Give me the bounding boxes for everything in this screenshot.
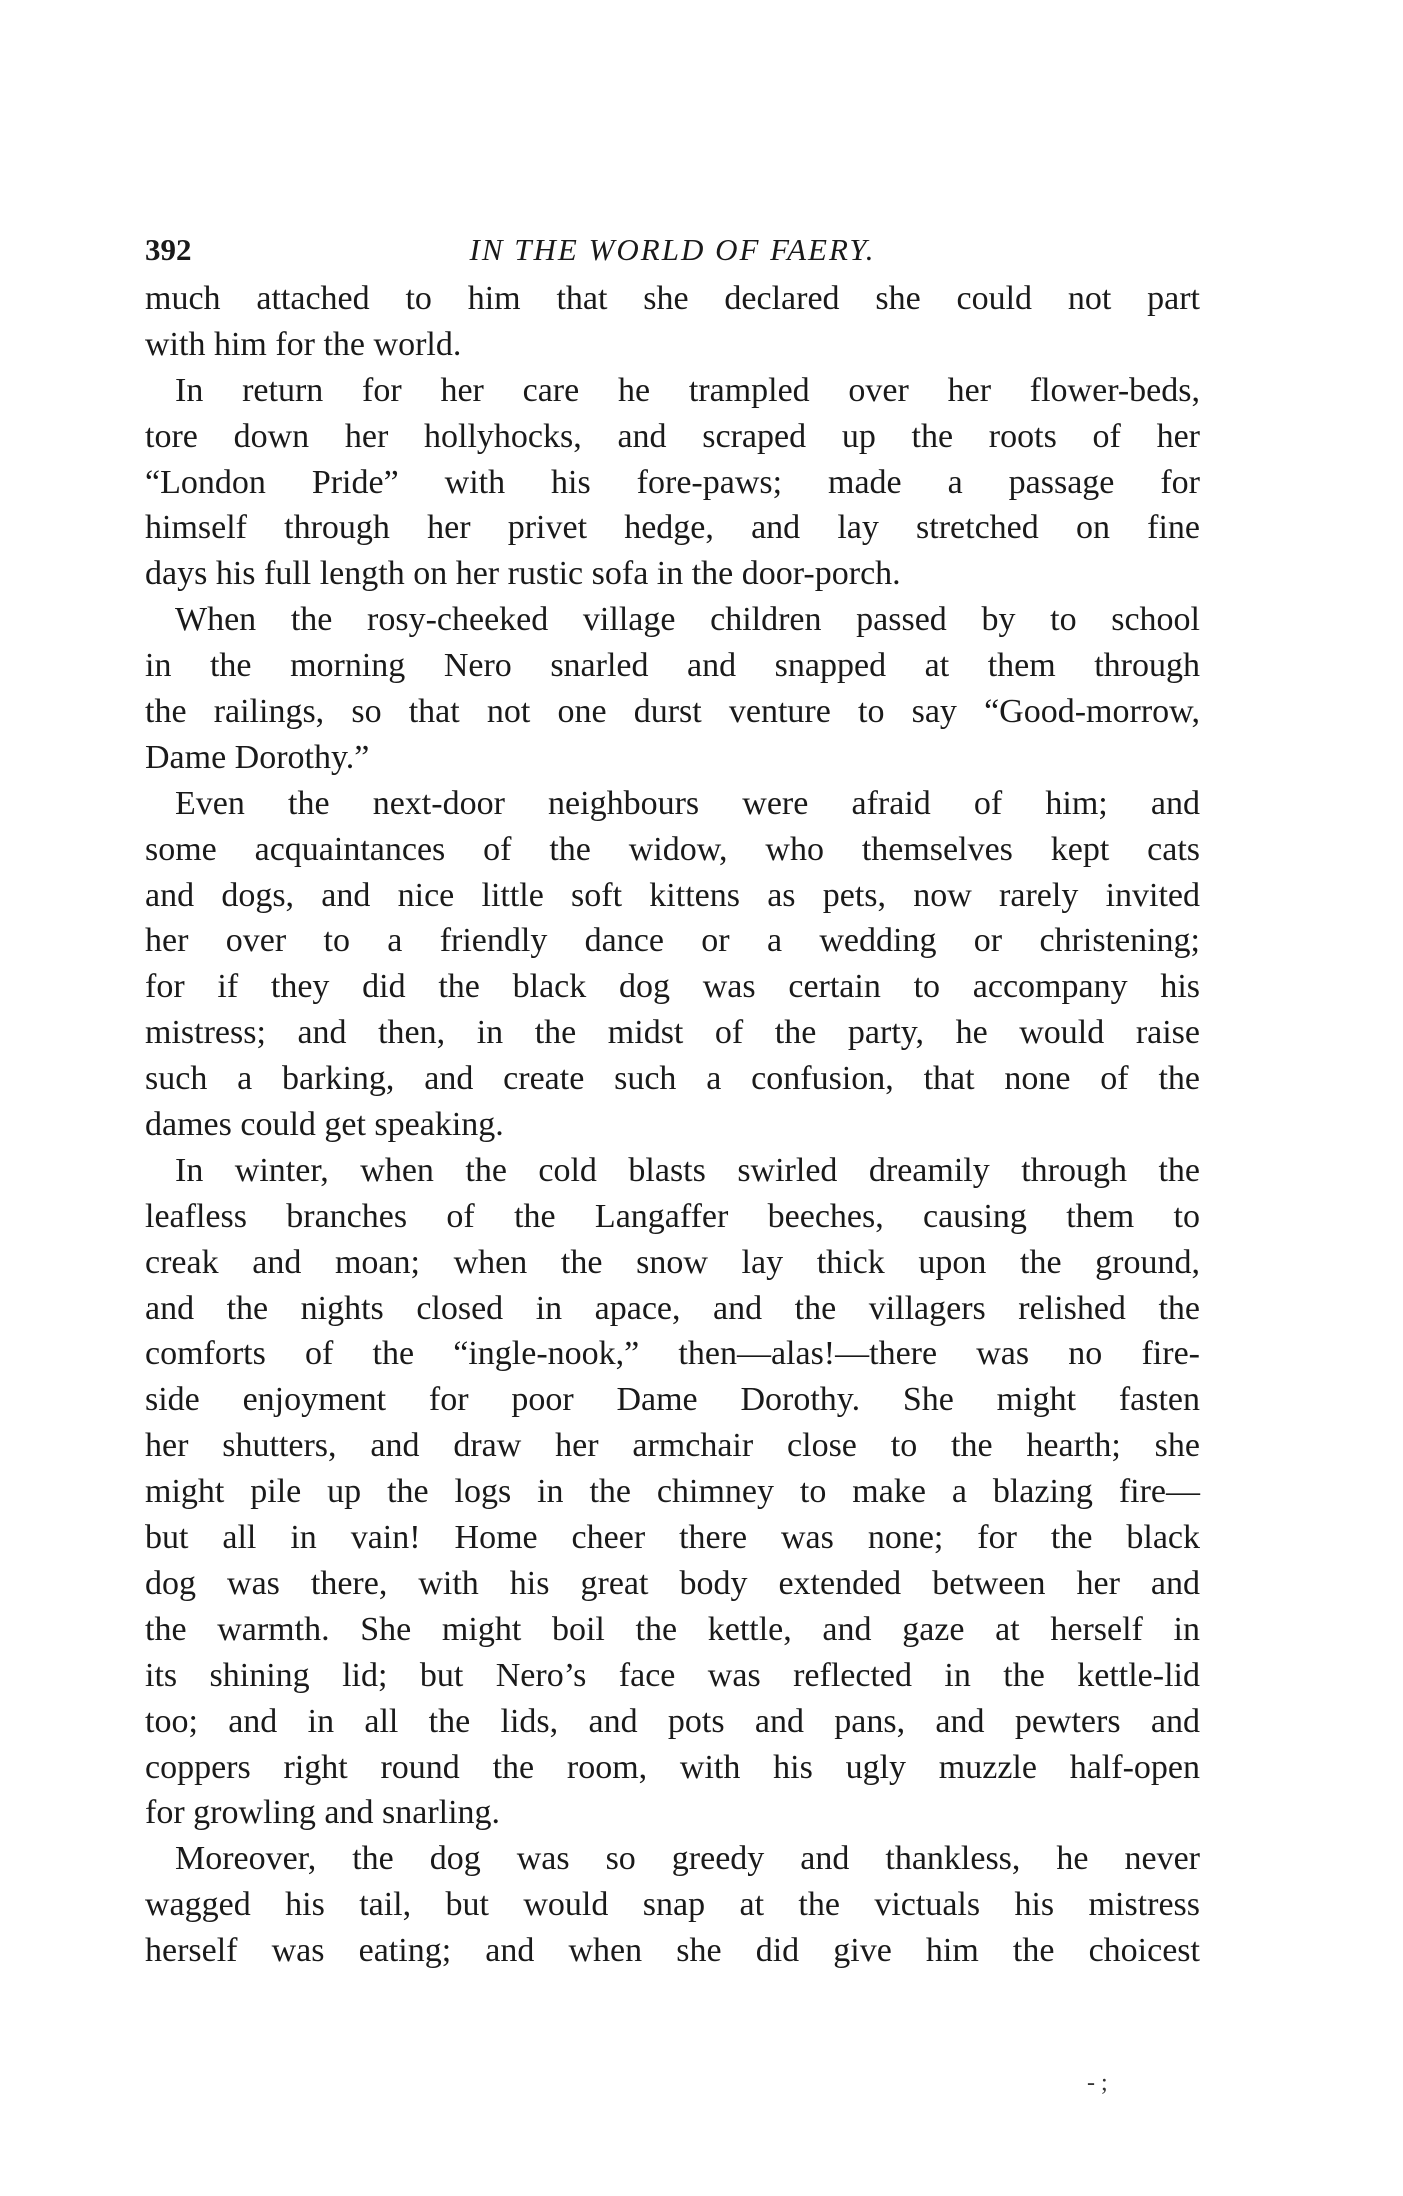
- text-line: some acquaintances of the widow, who themselves kept cats: [145, 830, 1200, 868]
- text-line: side enjoyment for poor Dame Dorothy. She might fasten: [145, 1381, 1200, 1419]
- text-line: dames could get speaking.: [145, 1106, 504, 1144]
- text-line: the warmth. She might boil the kettle, and gaze at herself in: [145, 1610, 1200, 1648]
- page-number: 392: [145, 232, 192, 267]
- text-line: for if they did the black dog was certain to accompany his: [145, 968, 1200, 1006]
- text-line: Dame Dorothy.”: [145, 738, 370, 776]
- text-line: mistress; and then, in the midst of the party, he would raise: [145, 1014, 1200, 1052]
- text-line: days his full length on her rustic sofa in the door-porch.: [145, 555, 901, 593]
- text-line: for growling and snarling.: [145, 1794, 501, 1832]
- text-line: creak and moan; when the snow lay thick upon the ground,: [145, 1243, 1200, 1281]
- running-header: [145, 232, 1200, 276]
- text-line: dog was there, with his great body extended between her and: [145, 1564, 1200, 1602]
- text-line: her over to a friendly dance or a wedding or christening;: [145, 922, 1200, 960]
- text-line: such a barking, and create such a confusion, that none of the: [145, 1060, 1200, 1098]
- text-line: himself through her privet hedge, and lay stretched on fine: [145, 509, 1200, 547]
- text-line: Moreover, the dog was so greedy and thankless, he never: [175, 1840, 1200, 1878]
- page-body-text: [145, 276, 1200, 1974]
- text-line: might pile up the logs in the chimney to make a blazing fire—: [145, 1473, 1200, 1511]
- text-line: with him for the world.: [145, 325, 462, 363]
- text-line: and dogs, and nice little soft kittens as pets, now rarely invited: [145, 876, 1200, 914]
- text-line: its shining lid; but Nero’s face was reflected in the kettle-lid: [145, 1656, 1200, 1694]
- text-line: much attached to him that she declared she could not part: [145, 280, 1200, 317]
- text-line: When the rosy-cheeked village children passed by to school: [175, 601, 1200, 639]
- text-line: In winter, when the cold blasts swirled dreamily through the: [175, 1151, 1200, 1189]
- text-line: coppers right round the room, with his ugly muzzle half-open: [145, 1748, 1200, 1786]
- text-line: wagged his tail, but would snap at the victuals his mistress: [145, 1886, 1200, 1924]
- text-line: herself was eating; and when she did give him the choicest: [145, 1932, 1200, 1970]
- text-line: but all in vain! Home cheer there was none; for the black: [145, 1519, 1200, 1557]
- text-line: leafless branches of the Langaffer beeches, causing them to: [145, 1197, 1200, 1235]
- text-line: the railings, so that not one durst venture to say “Good-morrow,: [145, 693, 1200, 731]
- text-line: Even the next-door neighbours were afraid of him; and: [175, 784, 1200, 822]
- text-line: tore down her hollyhocks, and scraped up the roots of her: [145, 417, 1200, 455]
- text-line: In return for her care he trampled over her flower-beds,: [175, 371, 1200, 409]
- text-line: her shutters, and draw her armchair close to the hearth; she: [145, 1427, 1200, 1465]
- text-line: and the nights closed in apace, and the villagers relished the: [145, 1289, 1200, 1327]
- text-line: too; and in all the lids, and pots and pans, and pewters and: [145, 1702, 1200, 1740]
- text-line: in the morning Nero snarled and snapped at them through: [145, 647, 1200, 685]
- text-line: comforts of the “ingle-nook,” then—alas!—there was no fire-: [145, 1335, 1200, 1373]
- text-line: “London Pride” with his fore-paws; made a passage for: [145, 463, 1200, 501]
- running-title: IN THE WORLD OF FAERY.: [469, 232, 876, 267]
- footer-mark: - ;: [1087, 2070, 1108, 2096]
